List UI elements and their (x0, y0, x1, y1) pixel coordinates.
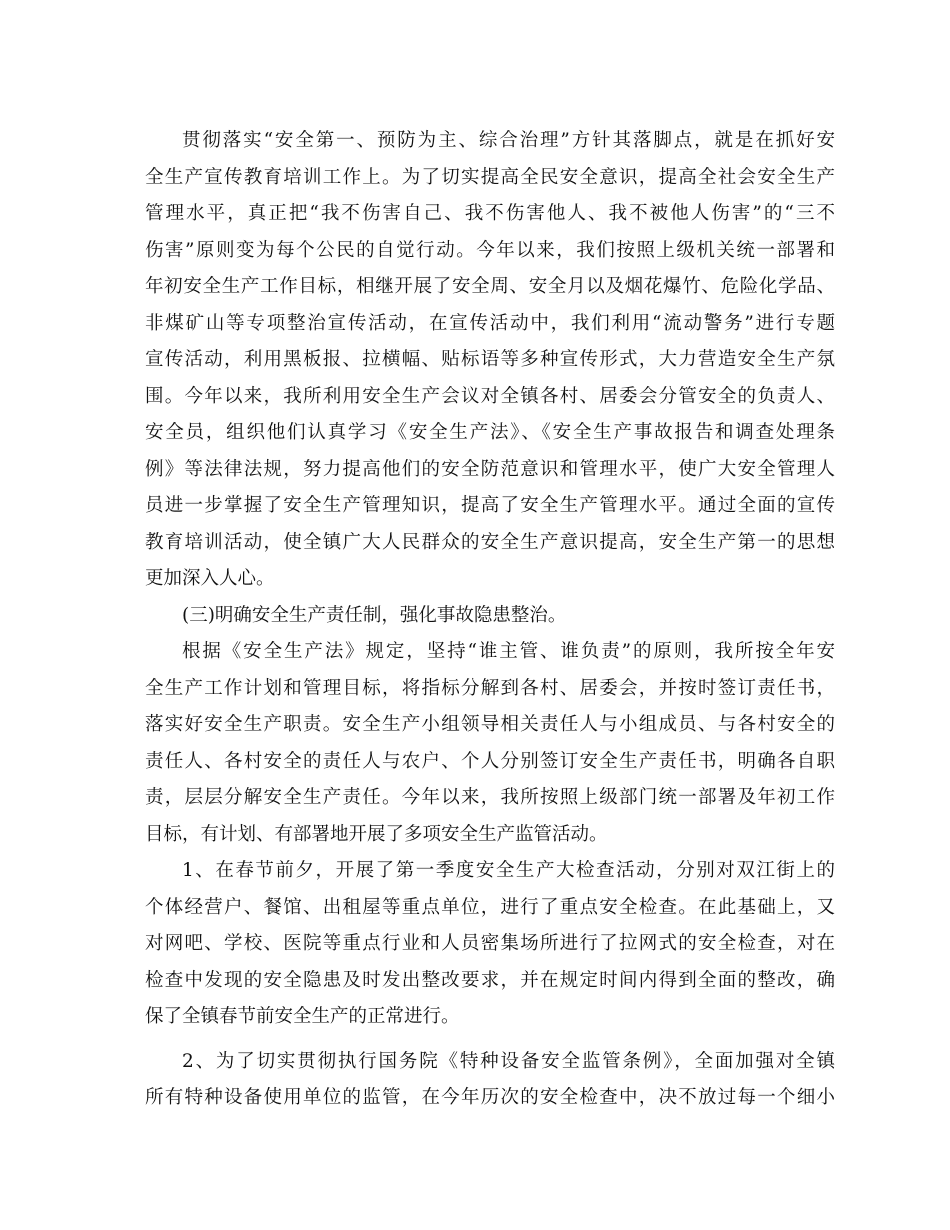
document-body (145, 123, 835, 1117)
text-line: 贯彻落实“安全第一、预防为主、综合治理”方针其落脚点，就是在抓好安 (182, 130, 835, 151)
text-line: 1、在春节前夕，开展了第一季度安全生产大检查活动，分别对双江街上的 (182, 860, 835, 881)
paragraph (145, 853, 835, 1036)
text-line: 落实好安全生产职责。安全生产小组领导相关责任人与小组成员、与各村安全的 (145, 714, 835, 735)
paragraph (145, 634, 835, 853)
text-line: 更加深入人心。 (145, 568, 275, 589)
text-line: 围。今年以来，我所利用安全生产会议对全镇各村、居委会分管安全的负责人、 (145, 385, 835, 407)
text-line: 个体经营户、餐馆、出租屋等重点单位，进行了重点安全检查。在此基础上，又 (145, 896, 835, 918)
text-line: 对网吧、学校、医院等重点行业和人员密集场所进行了拉网式的安全检查，对在 (145, 933, 835, 954)
text-line: 全生产宣传教育培训工作上。为了切实提高全民安全意识，提高全社会安全生产 (145, 166, 835, 188)
paragraph (145, 1044, 835, 1117)
text-line: 伤害”原则变为每个公民的自觉行动。今年以来，我们按照上级机关统一部署和 (145, 239, 835, 261)
text-line: 根据《安全生产法》规定，坚持“谁主管、谁负责”的原则，我所按全年安 (182, 641, 835, 662)
text-line: 2、为了切实贯彻执行国务院《特种设备安全监管条例》，全面加强对全镇 (182, 1050, 835, 1072)
text-line: 员进一步掌握了安全生产管理知识，提高了安全生产管理水平。通过全面的宣传 (145, 495, 835, 516)
text-line: 全生产工作计划和管理目标，将指标分解到各村、居委会，并按时签订责任书， (145, 677, 835, 699)
section-heading (145, 598, 835, 635)
text-line: 责，层层分解安全生产责任。今年以来，我所按照上级部门统一部署及年初工作 (145, 787, 835, 808)
text-line: 保了全镇春节前安全生产的正常进行。 (145, 1006, 460, 1027)
text-line: (三)明确安全生产责任制，强化事故隐患整治。 (182, 604, 567, 626)
text-line: 目标，有计划、有部署地开展了多项安全生产监管活动。 (145, 823, 608, 845)
text-line: 例》等法律法规，努力提高他们的安全防范意识和管理水平，使广大安全管理人 (145, 458, 835, 480)
text-line: 非煤矿山等专项整治宣传活动，在宣传活动中，我们利用“流动警务”进行专题 (145, 312, 835, 334)
text-line: 宣传活动，利用黑板报、拉横幅、贴标语等多种宣传形式，大力营造安全生产氛 (145, 349, 835, 370)
text-line: 责任人、各村安全的责任人与农户、个人分别签订安全生产责任书，明确各自职 (145, 750, 835, 772)
paragraph (145, 123, 835, 598)
text-line: 检查中发现的安全隐患及时发出整改要求，并在规定时间内得到全面的整改，确 (145, 969, 835, 991)
text-line: 安全员，组织他们认真学习《安全生产法》、《安全生产事故报告和调查处理条 (145, 422, 835, 443)
text-line: 管理水平，真正把“我不伤害自己、我不伤害他人、我不被他人伤害”的“三不 (145, 203, 835, 224)
text-line: 教育培训活动，使全镇广大人民群众的安全生产意识提高，安全生产第一的思想 (145, 531, 835, 553)
paragraph-gap (145, 1036, 835, 1044)
text-line: 所有特种设备使用单位的监管，在今年历次的安全检查中，决不放过每一个细小 (145, 1087, 835, 1108)
text-line: 年初安全生产工作目标，相继开展了安全周、安全月以及烟花爆竹、危险化学品、 (145, 276, 835, 297)
